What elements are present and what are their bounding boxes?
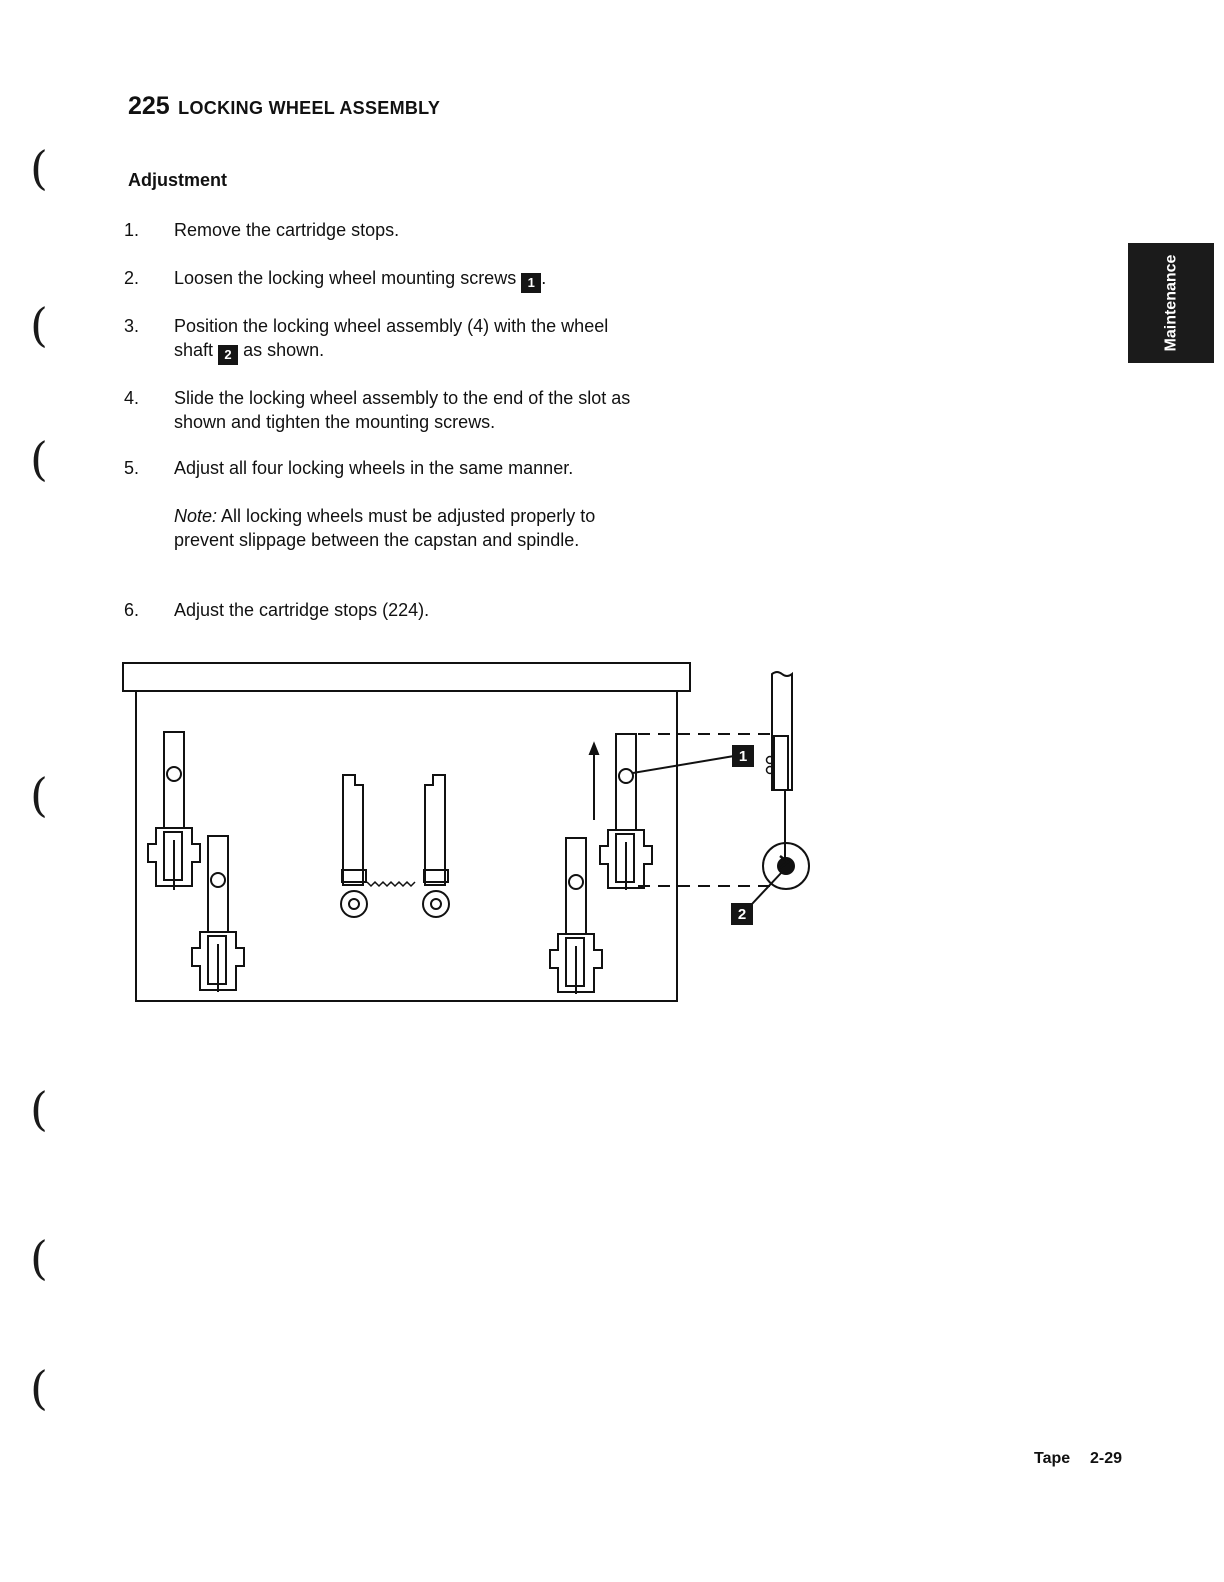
frame-top-bar — [123, 663, 690, 691]
step-number: 2. — [124, 268, 140, 288]
binder-hole-mark: ( — [30, 1082, 48, 1136]
binder-hole-mark: ( — [30, 298, 48, 352]
callout-badge-2: 2 — [218, 345, 238, 365]
step-text: Position the locking wheel assembly (4) with the wheel shaft 2 as shown. — [174, 314, 644, 365]
step-number: 5. — [124, 458, 140, 478]
locking-wheel-assembly — [550, 838, 602, 994]
maintenance-tab — [1128, 243, 1214, 363]
subheading: Adjustment — [128, 170, 227, 190]
step-number: 4. — [124, 388, 140, 408]
callout-badge-1: 1 — [521, 273, 541, 293]
maintenance-tab-label: Maintenance — [1162, 254, 1180, 352]
callout-2-icon — [731, 903, 753, 925]
footer-section: Tape — [1034, 1450, 1071, 1467]
step-text: Slide the locking wheel assembly to the end of the slot as shown and tighten the mounting screws. — [174, 388, 631, 432]
spring-linkage — [341, 775, 449, 917]
step-text: Loosen the locking wheel mounting screws 1 . — [174, 266, 644, 293]
binder-hole-mark: ( — [30, 1231, 48, 1285]
callout-1-label: 1 — [738, 748, 748, 765]
callout-2-label: 2 — [737, 906, 747, 923]
note-label: Note: — [174, 506, 218, 526]
callout-1-icon — [732, 745, 754, 767]
section-title: LOCKING WHEEL ASSEMBLY — [178, 98, 441, 118]
note-text: Note: All locking wheels must be adjusted properly to prevent slippage between the capstan and spindle. — [174, 506, 596, 550]
binder-hole-mark: ( — [30, 432, 48, 486]
locking-wheel-assembly — [148, 732, 200, 890]
step-text: Adjust the cartridge stops (224). — [174, 600, 430, 620]
side-view-assembly — [763, 672, 809, 889]
locking-wheel-diagram — [118, 660, 818, 1010]
step-text: Adjust all four locking wheels in the same manner. — [174, 458, 574, 478]
step-number: 6. — [124, 600, 140, 620]
step-text: Remove the cartridge stops. — [174, 220, 400, 240]
step-number: 3. — [124, 316, 140, 336]
binder-hole-mark: ( — [30, 768, 48, 822]
section-heading — [128, 92, 440, 121]
arrow-head — [590, 744, 598, 754]
step-number: 1. — [124, 220, 140, 240]
binder-hole-mark: ( — [30, 1361, 48, 1415]
locking-wheel-assembly — [600, 734, 652, 890]
callout-leader-1 — [633, 756, 734, 773]
footer-page-number: 2-29 — [1090, 1450, 1123, 1467]
binder-hole-mark: ( — [30, 141, 48, 195]
section-number: 225 — [128, 92, 170, 120]
